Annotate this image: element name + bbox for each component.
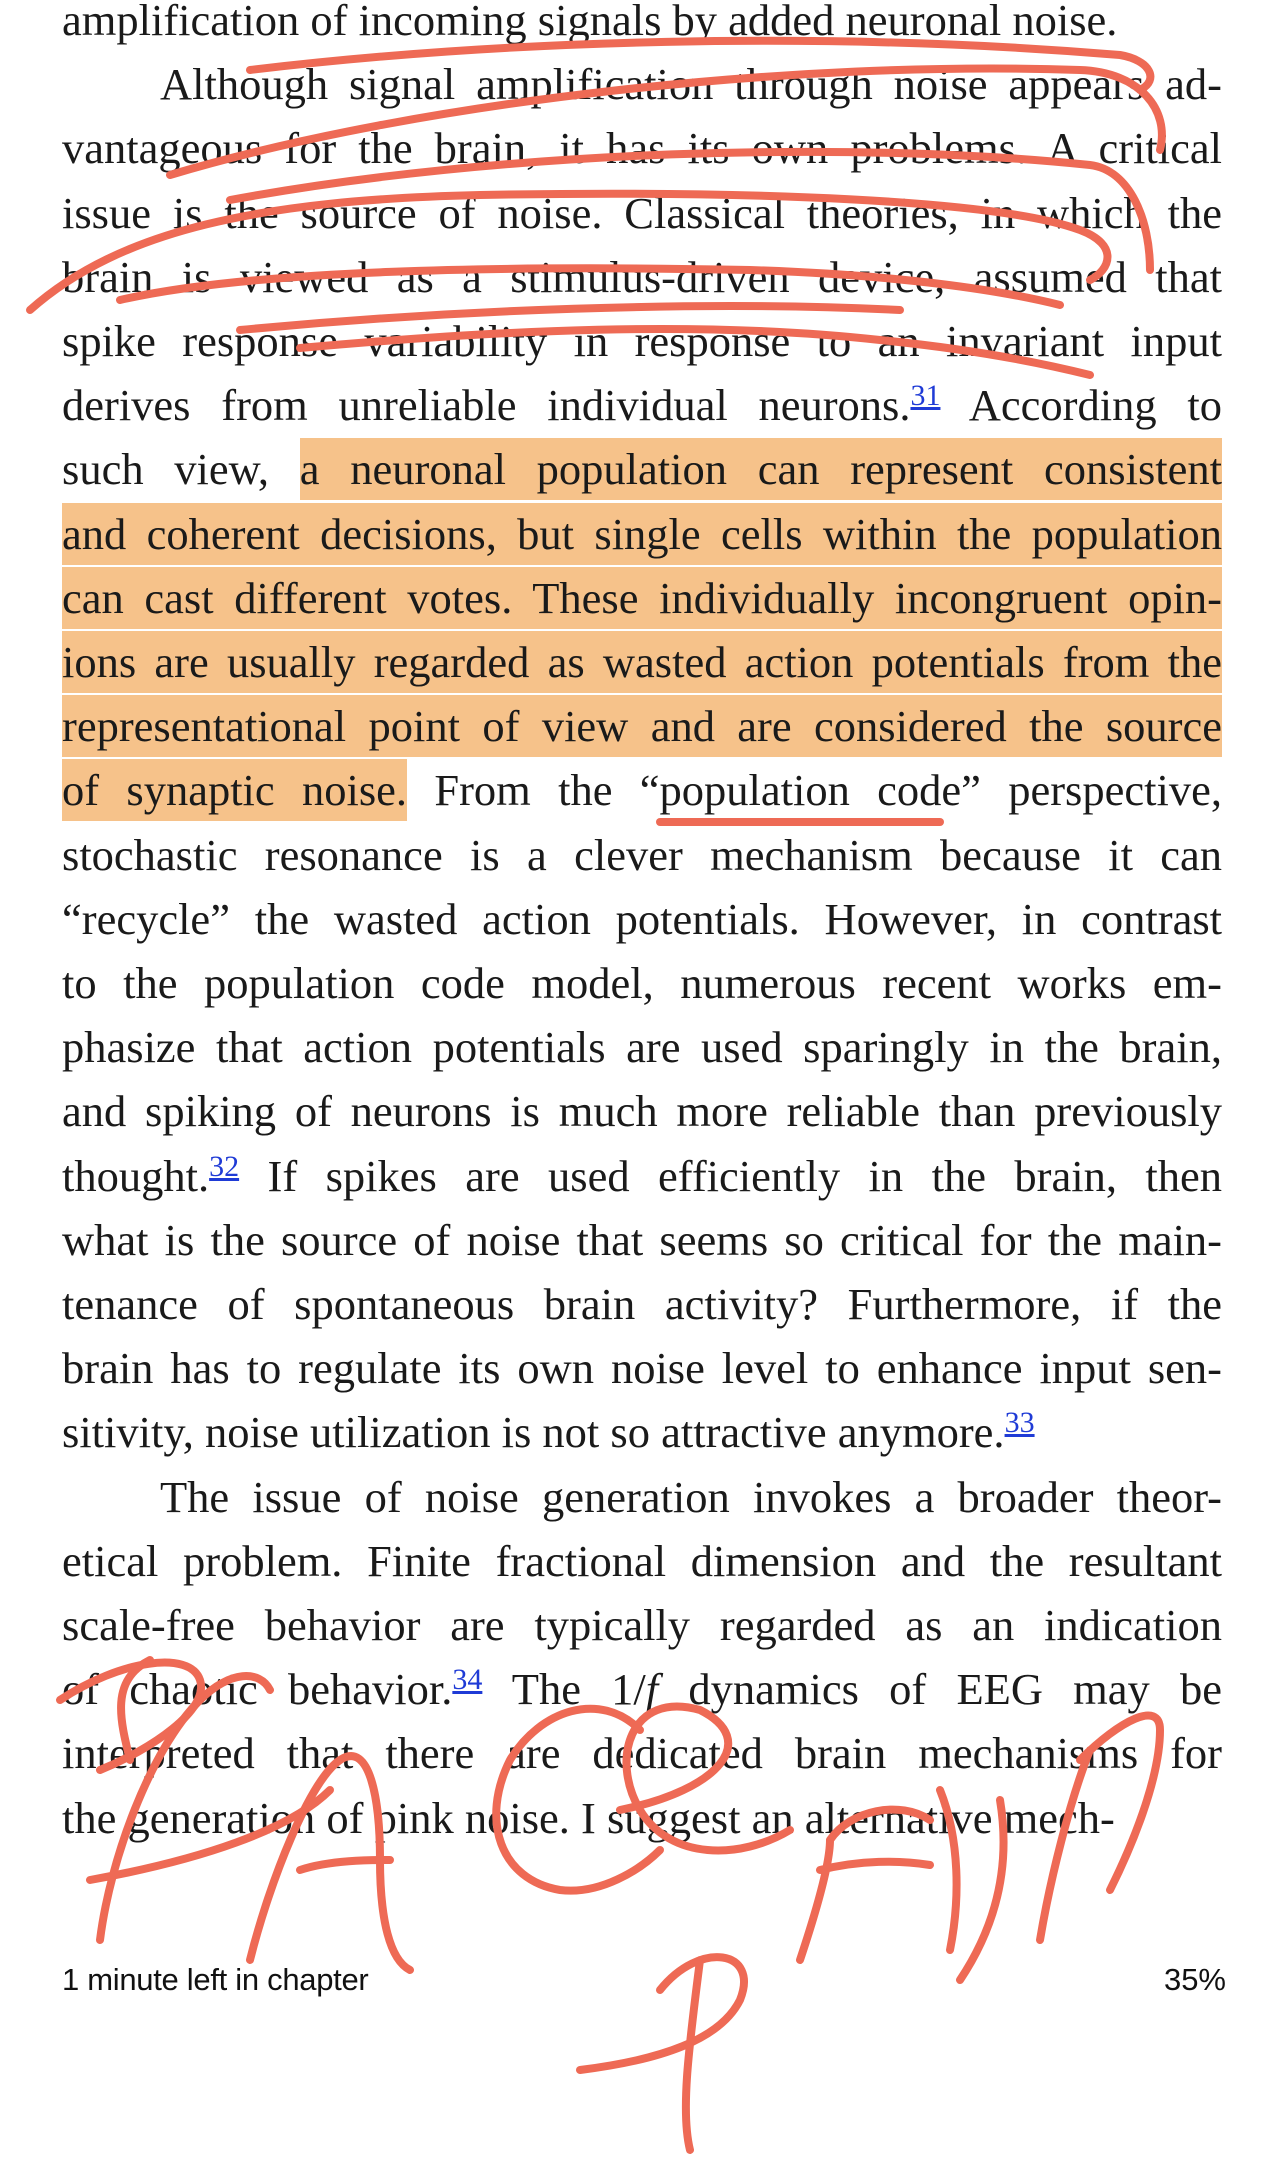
text-run: interpreted that there are dedicated brain mechanisms for bbox=[62, 1728, 1222, 1779]
text-line bbox=[62, 245, 1222, 309]
text-run: derives from unreliable individual neurons. bbox=[62, 380, 911, 431]
text-line bbox=[62, 758, 1222, 822]
text-line bbox=[62, 1721, 1222, 1785]
text-line bbox=[62, 694, 1222, 758]
text-run: “recycle” the wasted action potentials. However, in contrast bbox=[62, 893, 1222, 944]
text-run: sitivity, noise utilization is not so attractive anymore. bbox=[62, 1407, 1005, 1458]
text-line bbox=[62, 181, 1222, 245]
text-run: phasize that action potentials are used sparingly in the brain, bbox=[62, 1022, 1222, 1073]
text-line bbox=[62, 1529, 1222, 1593]
text-run: and spiking of neurons is much more reliable than previously bbox=[62, 1086, 1222, 1137]
text-line bbox=[62, 1079, 1222, 1143]
text-line bbox=[62, 1400, 1222, 1464]
text-run: such view, bbox=[62, 444, 300, 495]
text-line bbox=[62, 566, 1222, 630]
text-run: scale-free behavior are typically regarded as an indication bbox=[62, 1600, 1222, 1650]
text-run: tenance of spontaneous brain activity? Furthermore, if the bbox=[62, 1279, 1222, 1329]
text-line bbox=[62, 823, 1222, 887]
italic-text: f bbox=[645, 1664, 659, 1715]
handwriting-p bbox=[580, 1957, 744, 2150]
highlighted-passage[interactable]: representational point of view and are considered the source bbox=[62, 695, 1222, 757]
text-run: the generation of pink noise. I suggest an alternative mech- bbox=[62, 1792, 1115, 1843]
text-run: Although signal amplification through noise appears ad- bbox=[160, 59, 1222, 110]
text-run: of chaotic behavior. bbox=[62, 1664, 453, 1715]
text-line bbox=[62, 502, 1222, 566]
text-run: spike response variability in response to an invariant input bbox=[62, 316, 1222, 366]
text-run: etical problem. Finite fractional dimension and the resultant bbox=[62, 1535, 1222, 1586]
highlighted-passage[interactable]: ions are usually regarded as wasted action potentials from the bbox=[62, 631, 1222, 693]
highlighted-passage[interactable]: and coherent decisions, but single cells within the population bbox=[62, 503, 1222, 565]
text-line bbox=[62, 1208, 1222, 1272]
text-line bbox=[62, 116, 1222, 180]
text-line bbox=[62, 887, 1222, 951]
footnote-link[interactable]: 32 bbox=[209, 1149, 240, 1183]
text-run: brain is viewed as a stimulus-driven device, assumed that bbox=[62, 251, 1222, 302]
text-run: From the “population code” perspective, bbox=[407, 765, 1222, 816]
text-line bbox=[62, 373, 1222, 437]
text-line bbox=[62, 1657, 1222, 1721]
text-run: thought. bbox=[62, 1150, 210, 1201]
text-line bbox=[62, 1786, 1222, 1850]
text-line bbox=[62, 1593, 1222, 1657]
text-run: According to bbox=[940, 380, 1222, 431]
text-run: brain has to regulate its own noise level to enhance input sen- bbox=[62, 1343, 1222, 1394]
text-run: dynamics of EEG may be bbox=[658, 1664, 1223, 1715]
text-run: The issue of noise generation invokes a broader theor- bbox=[160, 1471, 1222, 1522]
text-line bbox=[160, 52, 1222, 116]
text-line bbox=[62, 1144, 1222, 1208]
text-line bbox=[62, 1015, 1222, 1079]
text-line bbox=[62, 0, 1222, 52]
chapter-time-left: 1 minute left in chapter bbox=[62, 1962, 369, 1997]
text-line bbox=[62, 630, 1222, 694]
text-run: what is the source of noise that seems so critical for the main- bbox=[62, 1214, 1222, 1265]
text-line bbox=[62, 437, 1222, 501]
highlighted-passage[interactable]: can cast different votes. These individually incongruent opin- bbox=[62, 567, 1222, 629]
text-line bbox=[62, 1272, 1222, 1336]
text-run: vantageous for the brain, it has its own problems. A critical bbox=[62, 123, 1222, 174]
text-run: amplification of incoming signals by added neuronal noise. bbox=[62, 0, 1118, 45]
text-run: If spikes are used efficiently in the brain, then bbox=[239, 1150, 1222, 1201]
text-line bbox=[62, 309, 1222, 373]
highlighted-passage[interactable]: of synaptic noise. bbox=[62, 759, 407, 821]
highlighted-passage[interactable]: a neuronal population can represent consistent bbox=[300, 438, 1222, 500]
text-run: to the population code model, numerous recent works em- bbox=[62, 958, 1222, 1008]
footnote-link[interactable]: 34 bbox=[452, 1663, 483, 1697]
text-run: issue is the source of noise. Classical theories, in which the bbox=[62, 187, 1222, 238]
text-line bbox=[62, 951, 1222, 1015]
text-run: The 1/ bbox=[482, 1664, 646, 1715]
text-line bbox=[160, 1465, 1222, 1529]
reading-progress: 35% bbox=[1163, 1962, 1226, 1997]
text-line bbox=[62, 1336, 1222, 1400]
text-run: stochastic resonance is a clever mechanism because it can bbox=[62, 829, 1222, 880]
footnote-link[interactable]: 31 bbox=[910, 379, 941, 413]
footnote-link[interactable]: 33 bbox=[1004, 1406, 1035, 1440]
